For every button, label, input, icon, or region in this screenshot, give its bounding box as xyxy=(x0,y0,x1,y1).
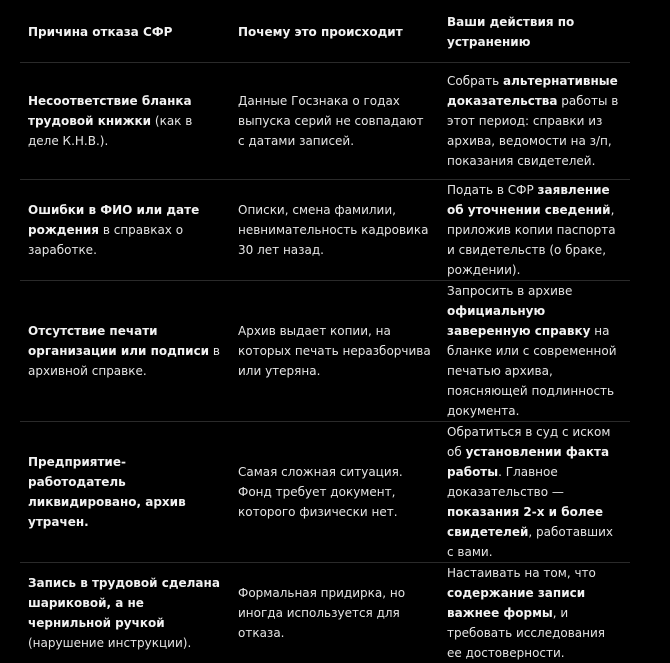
cell-reason xyxy=(20,281,230,422)
cell-reason xyxy=(20,63,230,180)
emphasis-text: Ошибки в ФИО или дате рождения xyxy=(28,203,199,237)
emphasis-text: Предприятие-работодатель ликвидировано, архив утрачен. xyxy=(28,455,186,529)
header-reason: Причина отказа СФР xyxy=(20,0,230,63)
cell-text: . Главное доказательство — xyxy=(447,465,564,499)
cell-text: , и требовать исследования ее достоверности. xyxy=(447,606,605,660)
table-header-row xyxy=(20,0,630,63)
cell-text: Собрать xyxy=(447,74,503,88)
emphasis-text: официальную заверенную справку xyxy=(447,304,590,338)
emphasis-text: Отсутствие печати организации или подписи xyxy=(28,324,209,358)
emphasis-text: Запись в трудовой сделана шариковой, а не чернильной ручкой xyxy=(28,576,220,630)
cell-why xyxy=(230,63,439,180)
cell-actions xyxy=(439,281,630,422)
emphasis-text: заявление об уточнении сведений xyxy=(447,183,611,217)
cell-why xyxy=(230,422,439,563)
cell-text: Архив выдает копии, на которых печать неразборчива или утеряна. xyxy=(238,324,431,378)
cell-why xyxy=(230,563,439,663)
emphasis-text: Несоответствие бланка трудовой книжки xyxy=(28,94,192,128)
header-why: Почему это происходит xyxy=(230,0,439,63)
table-row xyxy=(20,281,630,422)
cell-text: , работавших с вами. xyxy=(447,525,613,559)
cell-actions xyxy=(439,180,630,281)
table-row xyxy=(20,422,630,563)
emphasis-text: альтернативные доказательства xyxy=(447,74,618,108)
cell-text: Запросить в архиве xyxy=(447,284,572,298)
table-row xyxy=(20,563,630,663)
cell-text: в архивной справке. xyxy=(28,344,220,378)
table-row xyxy=(20,180,630,281)
emphasis-text: установлении факта работы xyxy=(447,445,609,479)
cell-text: Формальная придирка, но иногда используется для отказа. xyxy=(238,586,405,640)
cell-text: Настаивать на том, что xyxy=(447,566,596,580)
cell-text: (нарушение инструкции). xyxy=(28,636,191,650)
cell-text: Подать в СФР xyxy=(447,183,538,197)
header-actions: Ваши действия по устранению xyxy=(439,0,630,63)
emphasis-text: содержание записи важнее формы xyxy=(447,586,585,620)
cell-text: на бланке или с современной печатью архива, поясняющей подлинность документа. xyxy=(447,324,617,418)
cell-reason xyxy=(20,563,230,663)
cell-text: Самая сложная ситуация. Фонд требует документ, которого физически нет. xyxy=(238,465,403,519)
cell-reason xyxy=(20,180,230,281)
cell-actions xyxy=(439,63,630,180)
cell-text: Обратиться в суд с иском об xyxy=(447,425,610,459)
table-row xyxy=(20,63,630,180)
cell-text: в справках о заработке. xyxy=(28,223,183,257)
cell-text: работы в этот период: справки из архива, ведомости на з/п, показания свидетелей. xyxy=(447,94,618,168)
cell-reason xyxy=(20,422,230,563)
cell-text: Описки, смена фамилии, невнимательность кадровика 30 лет назад. xyxy=(238,203,428,257)
emphasis-text: показания 2-х и более свидетелей xyxy=(447,505,603,539)
cell-text: (как в деле К.Н.В.). xyxy=(28,114,192,148)
cell-text: Данные Госзнака о годах выпуска серий не совпадают с датами записей. xyxy=(238,94,424,148)
sfr-refusal-table xyxy=(20,0,630,663)
cell-actions xyxy=(439,422,630,563)
cell-actions xyxy=(439,563,630,663)
cell-text: , приложив копии паспорта и свидетельств (о браке, рождении). xyxy=(447,203,616,277)
cell-why xyxy=(230,180,439,281)
cell-why xyxy=(230,281,439,422)
